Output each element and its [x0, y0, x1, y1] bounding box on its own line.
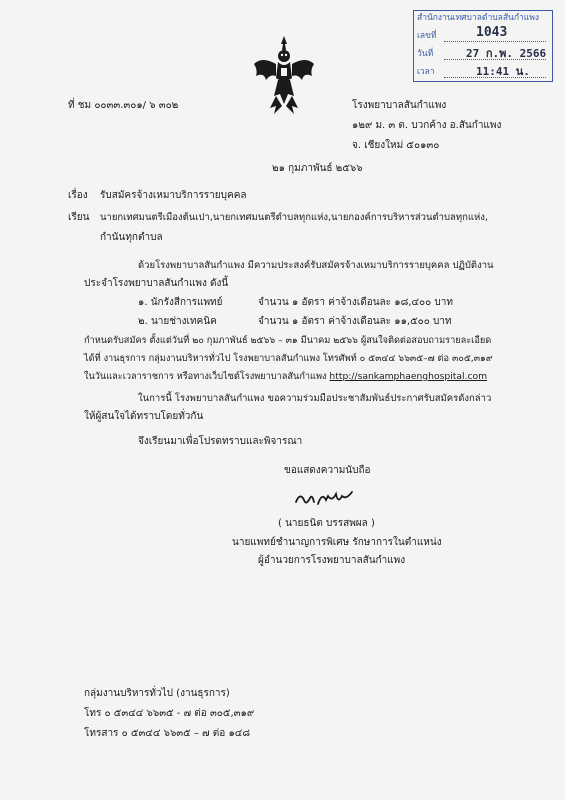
address-line-2: จ. เชียงใหม่ ๕๐๑๓๐ — [352, 140, 440, 151]
stamp-number-value: 1043 — [476, 25, 508, 40]
receiving-stamp — [413, 10, 553, 82]
garuda-emblem-icon — [252, 34, 316, 116]
stamp-date-value: 27 ก.พ. 2566 — [466, 47, 547, 60]
closing-request: จึงเรียนมาเพื่อโปรดทราบและพิจารณา — [138, 436, 303, 447]
position-2-details: จำนวน ๑ อัตรา ค่าจ้างเดือนละ ๑๑,๕๐๐ บาท — [258, 316, 452, 327]
stamp-time-label: เวลา — [417, 67, 435, 77]
stamp-time-value: 11:41 น. — [476, 65, 530, 78]
hospital-website-link[interactable]: http://sankamphaenghospital.com — [329, 371, 488, 382]
footer-fax: โทรสาร ๐ ๕๓๔๔ ๖๖๓๕ – ๗ ต่อ ๑๔๘ — [84, 728, 251, 739]
paragraph-3-line-2: ให้ผู้สนใจได้ทราบโดยทั่วกัน — [84, 411, 204, 422]
paragraph-1-line-2: ประจำโรงพยาบาลสันกำแพง ดังนี้ — [84, 278, 229, 289]
footer-department: กลุ่มงานบริหารทั่วไป (งานธุรการ) — [84, 688, 230, 699]
signatory-name: ( นายธนิต บรรสพผล ) — [278, 518, 375, 529]
subject-text: รับสมัครจ้างเหมาบริการรายบุคคล — [100, 190, 247, 201]
subject-label: เรื่อง — [68, 190, 88, 201]
stamp-number-label: เลขที่ — [417, 31, 437, 41]
stamp-header: สำนักงานเทศบาลตำบลสันกำแพง — [417, 13, 539, 23]
letter-date: ๒๑ กุมภาพันธ์ ๒๕๖๖ — [272, 163, 363, 174]
position-1-name: ๑. นักรังสีการแพทย์ — [138, 297, 223, 308]
document-reference: ที่ ชม ๐๐๓๓.๓๐๑/ ๖ ๓๐๒ — [68, 100, 179, 111]
recipient-line-1: นายกเทศมนตรีเมืองต้นเปา,นายกเทศมนตรีตำบลทุกแห่ง,นายกองค์การบริหารส่วนตำบลทุกแห่ง, — [100, 212, 488, 223]
address-line-1: ๑๒๙ ม. ๓ ต. บวกค้าง อ.สันกำแพง — [352, 120, 502, 131]
position-2-name: ๒. นายช่างเทคนิค — [138, 316, 217, 327]
stamp-date-label: วันที่ — [417, 49, 434, 59]
regards-text: ขอแสดงความนับถือ — [284, 465, 371, 476]
paragraph-1-line-1: ด้วยโรงพยาบาลสันกำแพง มีความประสงค์รับสมัครจ้างเหมาบริการรายบุคคล ปฏิบัติงาน — [138, 260, 494, 271]
organization-name: โรงพยาบาลสันกำแพง — [352, 100, 447, 111]
position-1-details: จำนวน ๑ อัตรา ค่าจ้างเดือนละ ๑๘,๔๐๐ บาท — [258, 297, 453, 308]
signatory-title-2: ผู้อำนวยการโรงพยาบาลสันกำแพง — [258, 555, 406, 566]
paragraph-2-line-3: ในวันและเวลาราชการ หรือทางเว็บไซต์โรงพยาบาลสันกำแพง — [84, 371, 327, 382]
footer-phone: โทร ๐ ๕๓๔๔ ๖๖๓๕ - ๗ ต่อ ๓๐๕,๓๑๙ — [84, 708, 255, 719]
recipient-line-2: กำนันทุกตำบล — [100, 232, 163, 243]
recipient-label: เรียน — [68, 212, 90, 223]
handwritten-signature-icon — [292, 486, 362, 512]
paragraph-2-line-2: ได้ที่ งานธุรการ กลุ่มงานบริหารทั่วไป โรงพยาบาลสันกำแพง โทรศัพท์ ๐ ๕๓๔๔ ๖๖๓๕–๗ ต่อ ๓๐๕,๓๑๙ — [84, 353, 493, 364]
paragraph-3-line-1: ในการนี้ โรงพยาบาลสันกำแพง ขอความร่วมมือประชาสัมพันธ์ประกาศรับสมัครดังกล่าว — [138, 393, 492, 404]
signatory-title-1: นายแพทย์ชำนาญการพิเศษ รักษาการในตำแหน่ง — [232, 537, 442, 548]
paragraph-2-line-1: กำหนดรับสมัคร ตั้งแต่วันที่ ๒๐ กุมภาพันธ์ ๒๕๖๖ – ๓๑ มีนาคม ๒๕๖๖ ผู้สนใจติดต่อสอบถามรายละเอียด — [84, 335, 492, 346]
